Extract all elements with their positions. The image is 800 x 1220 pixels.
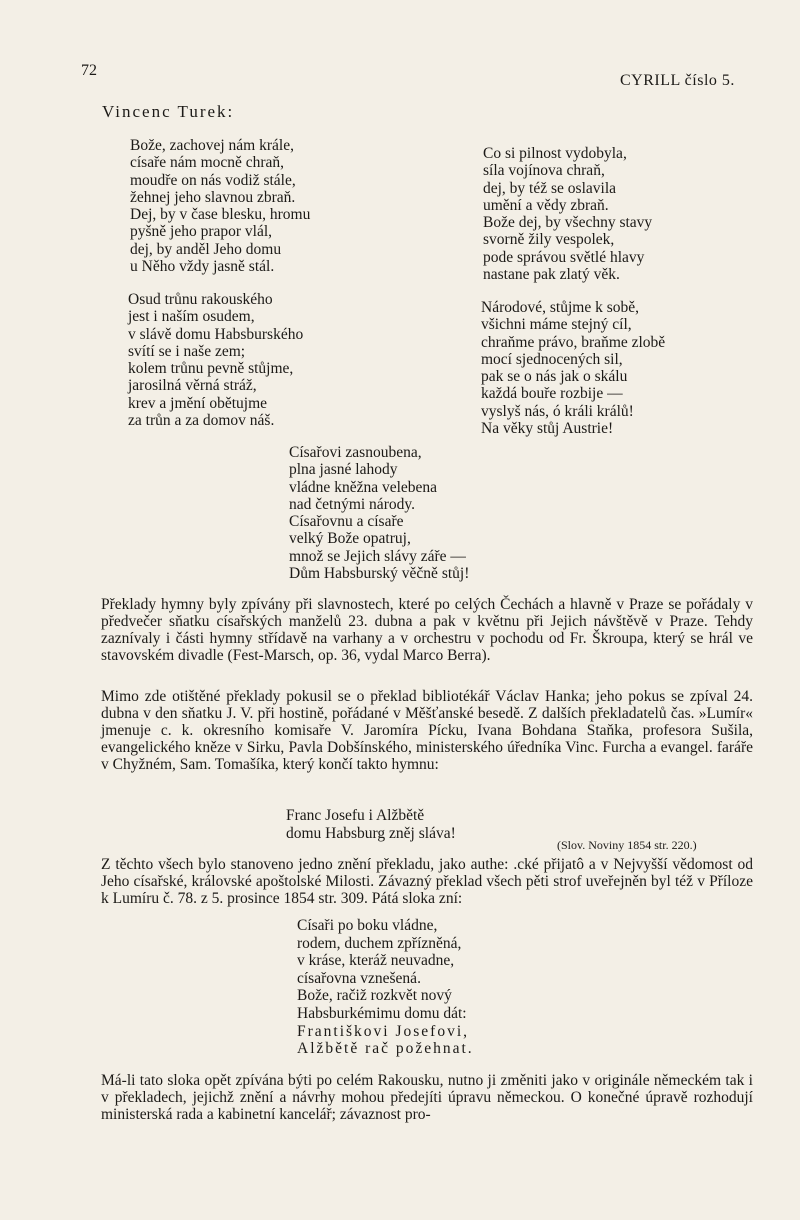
verse-line: svítí se i naše zem;	[128, 342, 246, 360]
body-paragraph: Překlady hymny byly zpívány při slavnostech, které po celých Čechách a hlavně v Praze se pořádaly v předvečer sňatku císařských manželů 23. dubna a pak v květnu při Jejich návštěvě v Praze. Tehdy zaznívaly i části hymny střídavě na varhany a v orchestru v pochodu od Fr. Škroupa, který se hrál ve stavovském divadle (Fest-Marsch, op. 36, vydal Marco Berra).	[101, 596, 753, 664]
verse-line: Alžbětě rač požehnat.	[297, 1040, 474, 1058]
verse-line: Dům Habsburský věčně stůj!	[289, 565, 470, 583]
verse-line: jarosilná věrná stráž,	[128, 377, 257, 395]
verse-line: nad četnými národy.	[289, 495, 415, 513]
verse-line: krev a jmění obětujme	[128, 394, 268, 412]
verse-line: žehnej jeho slavnou zbraň.	[130, 188, 296, 206]
body-paragraph: Mimo zde otištěné překlady pokusil se o překlad bibliotékář Václav Hanka; jeho pokus se zpíval 24. dubna v den sňatku J. V. při hostině, pořádané v Měšťanské besedě. Z dalších překladatelů čas. »Lumír« jmenuje c. k. okresního komisaře V. Jaromíra Pícku, Ivana Bohdana Staňka, profesora Sušila, evangelického kněze v Sirku, Pavla Dobšínského, ministerského úředníka Vinc. Furcha a evangel. faráře v Chyžném, Sam. Tomašíka, který končí takto hymnu:	[101, 688, 753, 773]
verse-line: Národové, stůjme k sobě,	[481, 299, 639, 316]
page-number: 72	[81, 62, 97, 79]
verse-line: chraňme právo, braňme zlobě	[481, 333, 666, 351]
journal-title: CYRILL číslo 5.	[620, 72, 735, 89]
verse-line: Císařovi zasnoubena,	[289, 444, 422, 461]
verse-line: za trůn a za domov náš.	[128, 412, 275, 430]
verse-line: Bože dej, by všechny stavy	[483, 214, 653, 232]
poem-stanza-4	[481, 299, 665, 437]
verse-line: v slávě domu Habsburského	[128, 325, 304, 343]
verse-line: síla vojínova chraň,	[483, 162, 605, 180]
verse-line: v kráse, kteráž neuvadne,	[297, 952, 455, 970]
verse-line: nastane pak zlatý věk.	[483, 266, 620, 284]
verse-line: dej, by anděl Jeho domu	[130, 240, 282, 258]
verse-line: jest i naším osudem,	[128, 308, 255, 326]
verse-line: rodem, duchem zpřízněná,	[297, 934, 462, 952]
verse-line: Františkovi Josefovi,	[297, 1022, 470, 1040]
verse-line: plna jasné lahody	[289, 461, 398, 479]
verse-line: moudře on nás vodiž stále,	[130, 171, 296, 189]
poem-stanza-2	[128, 291, 303, 429]
poem-author: Vincenc Turek:	[102, 102, 235, 121]
verse-line: dej, by též se oslavila	[483, 179, 616, 197]
verse-line: Bože, zachovej nám krále,	[130, 137, 294, 154]
verse-line: vyslyš nás, ó králi králů!	[481, 402, 634, 420]
poem-stanza-5	[289, 444, 469, 582]
verse-line: pyšně jeho prapor vlál,	[130, 223, 273, 241]
verse-line: Habsburkémimu domu dát:	[297, 1004, 467, 1022]
final-stanza	[297, 917, 474, 1058]
verse-line: Na věky stůj Austrie!	[481, 420, 614, 438]
verse-line: Osud trůnu rakouského	[128, 291, 273, 308]
verse-line: umění a vědy zbraň.	[483, 196, 609, 214]
verse-line: Dej, by v čase blesku, hromu	[130, 206, 311, 224]
poem-stanza-1	[130, 137, 310, 275]
verse-line: císaře nám mocně chraň,	[130, 154, 285, 172]
verse-line: všichni máme stejný cíl,	[481, 316, 632, 334]
verse-line: Co si pilnost vydobyla,	[483, 145, 627, 162]
verse-line: velký Bože opatruj,	[289, 530, 411, 548]
verse-line: svorně žily vespolek,	[483, 231, 615, 249]
verse-line: domu Habsburg zněj sláva!	[286, 824, 456, 842]
verse-line: Franc Josefu i Alžbětě	[286, 807, 425, 824]
poem-stanza-3	[483, 145, 652, 283]
verse-line: Císařovnu a císaře	[289, 513, 404, 531]
verse-line: mocí sjednocených sil,	[481, 350, 623, 368]
verse-line: Císaři po boku vládne,	[297, 917, 438, 934]
verse-line: množ se Jejich slávy záře —	[289, 547, 466, 565]
verse-line: císařovna vznešená.	[297, 969, 421, 987]
body-paragraph: Z těchto všech bylo stanoveno jedno znění překladu, jako authe: .cké přijatô a v Nejvyšší vědomost od Jeho císařské, královské apoštolské Milosti. Závazný překlad všech pěti strof uveřejněn byl též v Příloze k Lumíru č. 78. z 5. prosince 1854 str. 309. Pátá sloka zní:	[101, 856, 753, 907]
source-citation: (Slov. Noviny 1854 str. 220.)	[557, 838, 697, 852]
verse-line: každá bouře rozbije —	[481, 385, 623, 403]
verse-line: pode správou světlé hlavy	[483, 248, 645, 266]
verse-line: pak se o nás jak o skálu	[481, 368, 628, 386]
verse-line: vládne kněžna velebena	[289, 478, 438, 496]
verse-line: u Něho vždy jasně stál.	[130, 258, 275, 276]
verse-line: kolem trůnu pevně stůjme,	[128, 360, 294, 378]
quoted-hymn-ending	[286, 807, 456, 842]
body-paragraph: Má-li tato sloka opět zpívána býti po celém Rakousku, nutno ji změniti jako v originále německém tak i v překladech, jejichž znění a návrhy mohou předejíti úpravu německou. O konečné úpravě rozhodují ministerská rada a kabinetní kancelář; závaznost pro-	[101, 1072, 753, 1123]
verse-line: Bože, račiž rozkvět nový	[297, 987, 452, 1005]
